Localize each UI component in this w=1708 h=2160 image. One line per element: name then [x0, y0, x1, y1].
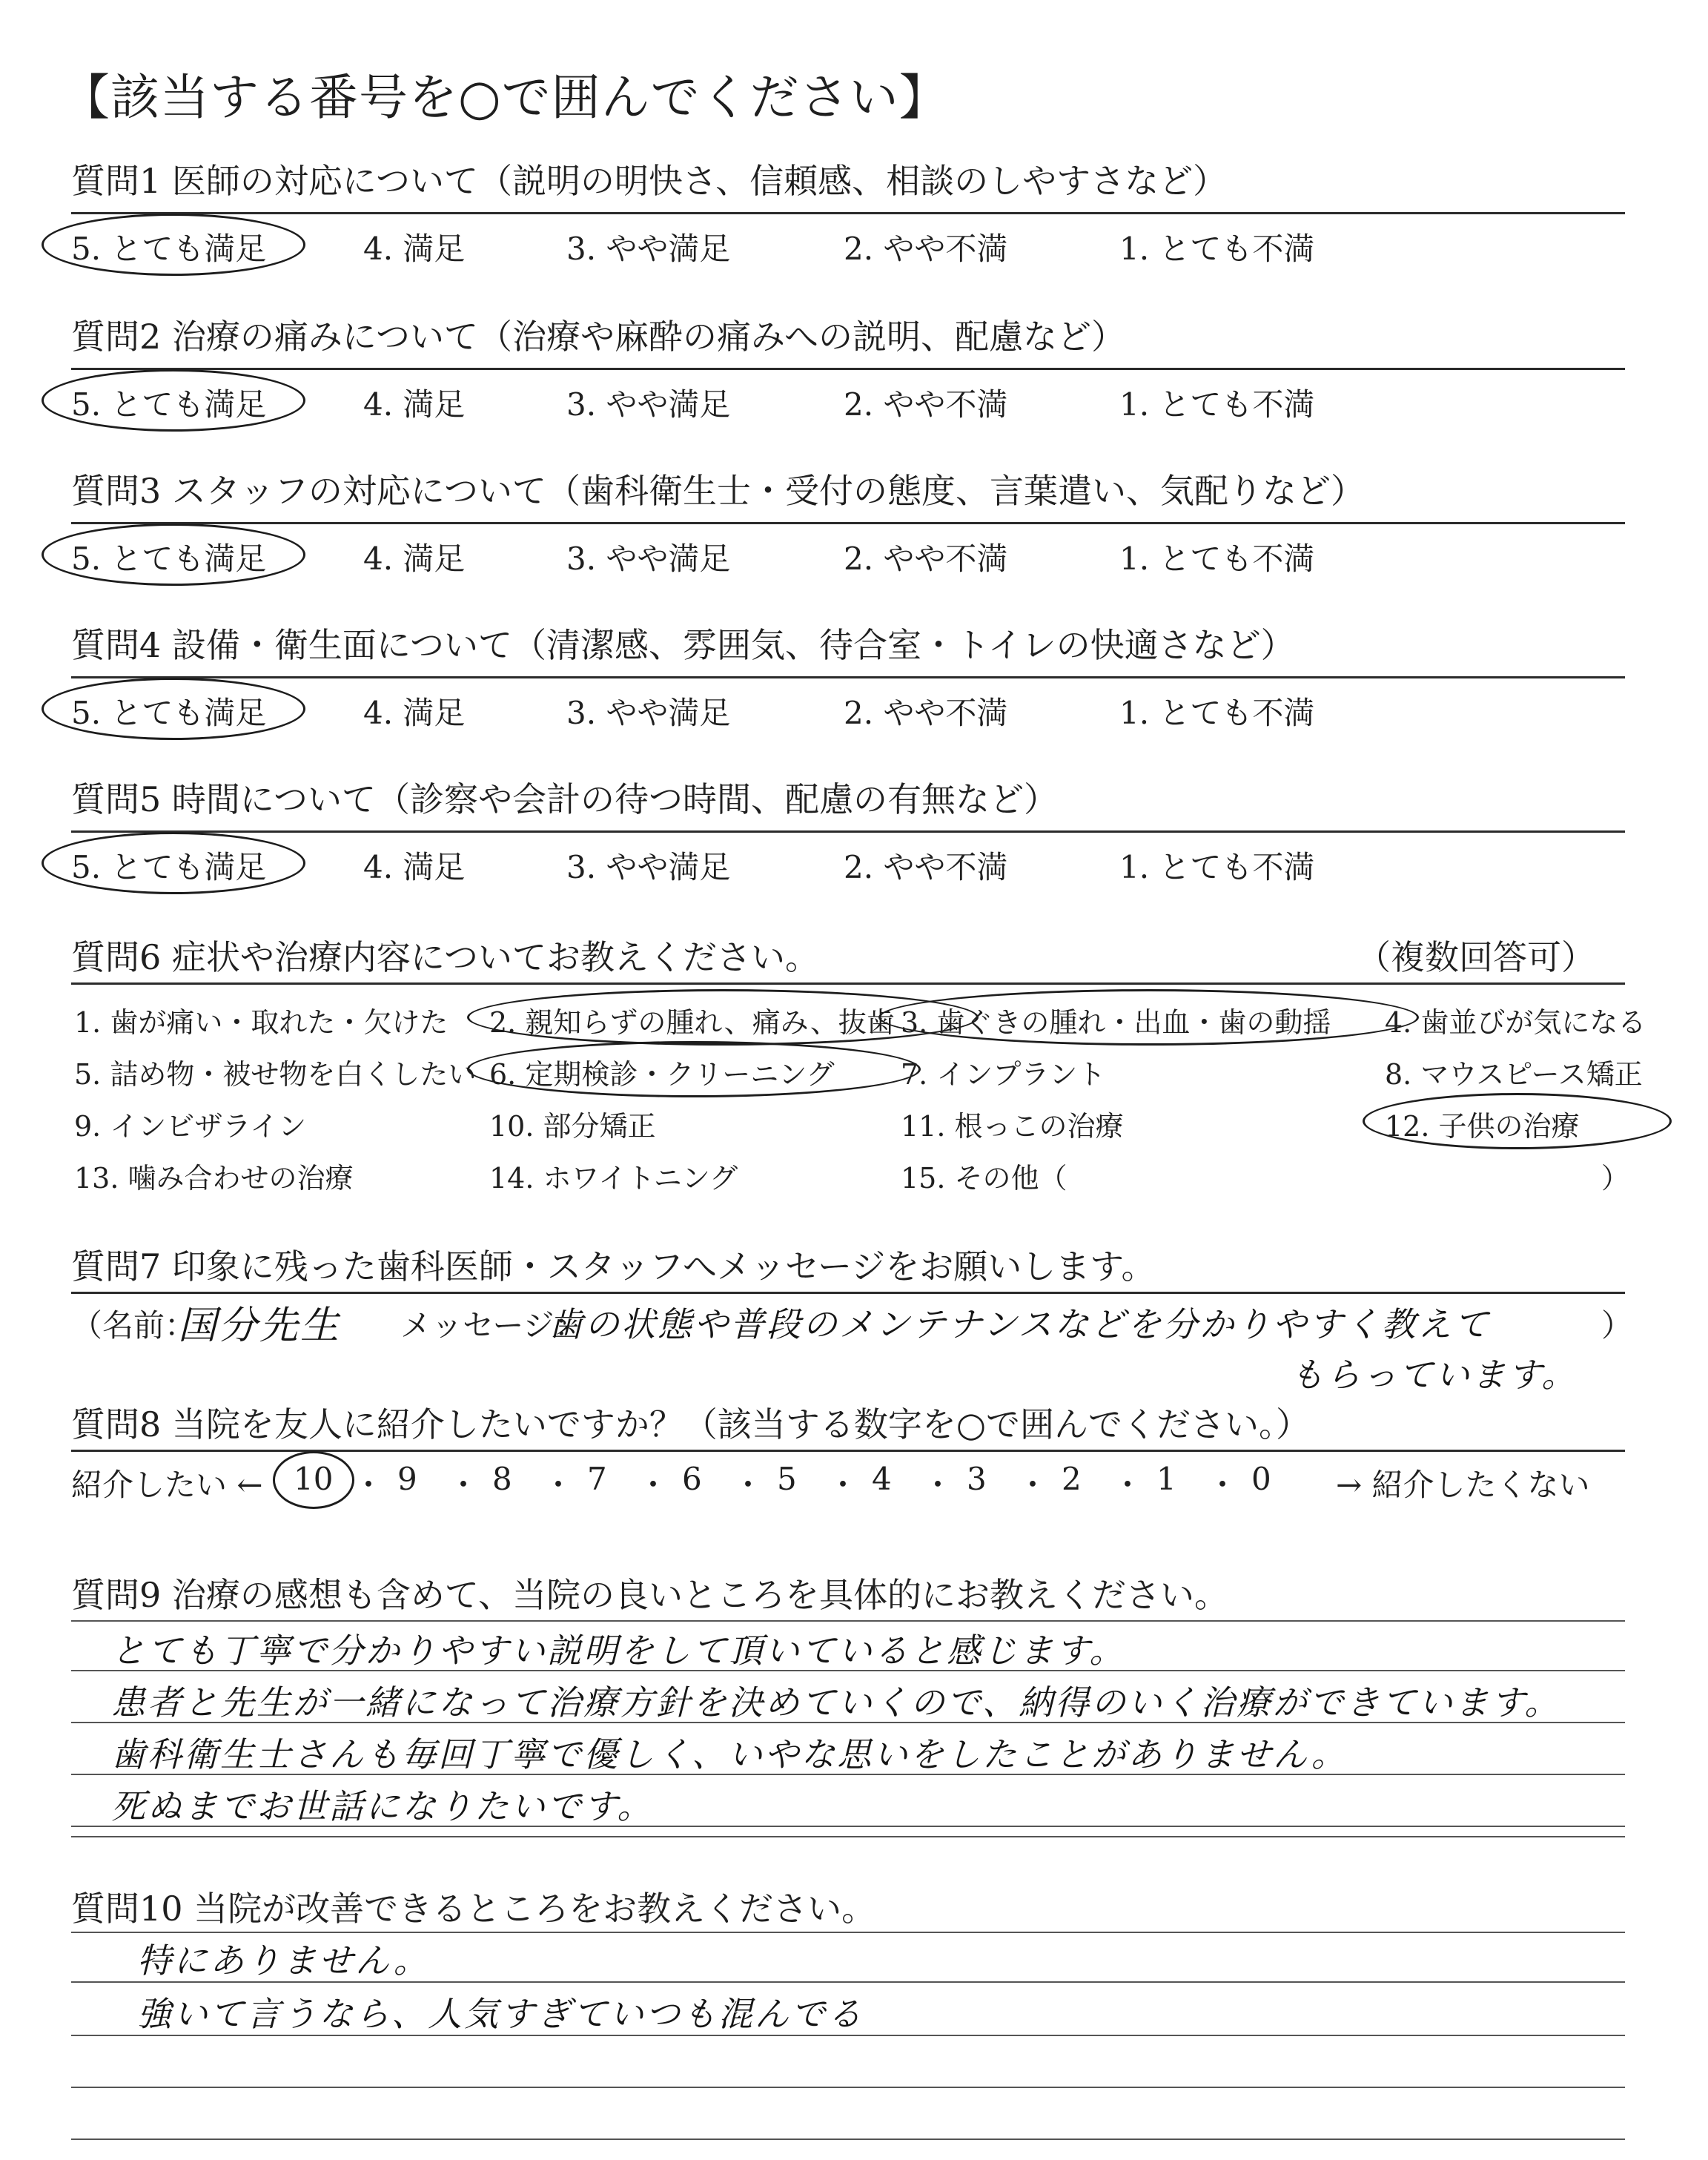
q8-scale-5[interactable]: 5 [777, 1461, 797, 1497]
q3-option-1[interactable]: 1. とても不満 [1119, 541, 1315, 577]
q7-close-paren: ） [1601, 1307, 1633, 1344]
q6-option-2[interactable]: 2. 親知らずの腫れ、痛み、抜歯 [489, 1006, 895, 1039]
q8-separator-dot: ・ [638, 1467, 669, 1503]
q10-line-rule [71, 2087, 1625, 2088]
q3-label: 質問3 スタッフの対応について（歯科衛生士・受付の態度、言葉遣い、気配りなど） [71, 471, 1365, 511]
q8-scale-7[interactable]: 7 [587, 1461, 607, 1497]
q4-option-1[interactable]: 1. とても不満 [1119, 695, 1315, 731]
q8-separator-dot: ・ [827, 1467, 859, 1503]
q8-left-label: 紹介したい ← [71, 1467, 263, 1503]
q8-right-label: → 紹介したくない [1336, 1467, 1590, 1503]
q3-option-2[interactable]: 2. やや不満 [844, 541, 1008, 577]
q5-option-3[interactable]: 3. やや満足 [566, 849, 731, 885]
q9-answer-line[interactable]: 患者と先生が一緒になって治療方針を決めていくので、納得のいく治療ができています。 [111, 1682, 1561, 1723]
q1-rule [71, 212, 1625, 214]
q2-option-2[interactable]: 2. やや不満 [844, 386, 1008, 423]
q6-option-3[interactable]: 3. 歯ぐきの腫れ・出血・歯の動揺 [901, 1006, 1331, 1039]
q2-option-4[interactable]: 4. 満足 [363, 386, 466, 423]
q3-selected-circle [42, 524, 305, 586]
q6-label: 質問6 症状や治療内容についてお教えください。 [71, 937, 819, 977]
q6-option-5[interactable]: 5. 詰め物・被せ物を白くしたい [74, 1058, 477, 1091]
q10-answer-line[interactable]: 強いて言うなら、人気すぎていつも混んでる [137, 1994, 864, 2034]
q8-scale-4[interactable]: 4 [872, 1461, 892, 1497]
q8-scale-10[interactable]: 10 [294, 1461, 334, 1497]
q8-separator-dot: ・ [543, 1467, 575, 1503]
q10-line-rule [71, 1932, 1625, 1933]
q5-selected-circle [42, 832, 305, 894]
q8-scale-1[interactable]: 1 [1156, 1461, 1176, 1497]
q2-rule [71, 368, 1625, 370]
page-title: 【該当する番号を○で囲んでください】 [61, 69, 949, 126]
q1-option-3[interactable]: 3. やや満足 [566, 231, 731, 267]
q4-option-3[interactable]: 3. やや満足 [566, 695, 731, 731]
q6-option-10[interactable]: 10. 部分矯正 [489, 1110, 656, 1143]
q5-rule [71, 830, 1625, 833]
q6-option-14[interactable]: 14. ホワイトニング [489, 1162, 738, 1195]
q8-separator-dot: ・ [1207, 1467, 1239, 1503]
q2-option-1[interactable]: 1. とても不満 [1119, 386, 1315, 423]
q8-scale-6[interactable]: 6 [682, 1461, 702, 1497]
q8-separator-dot: ・ [1017, 1467, 1049, 1503]
q8-scale-3[interactable]: 3 [967, 1461, 987, 1497]
q1-option-1[interactable]: 1. とても不満 [1119, 231, 1315, 267]
q10-answer-line[interactable]: 特にありません。 [137, 1941, 430, 1981]
q5-option-2[interactable]: 2. やや不満 [844, 849, 1008, 885]
q6-option-12[interactable]: 12. 子供の治療 [1385, 1110, 1580, 1143]
q8-separator-dot: ・ [922, 1467, 954, 1503]
q5-option-1[interactable]: 1. とても不満 [1119, 849, 1315, 885]
q6-selected-circle [467, 1041, 921, 1097]
q6-option-8[interactable]: 8. マウスピース矯正 [1385, 1058, 1643, 1091]
q5-option-4[interactable]: 4. 満足 [363, 849, 466, 885]
q4-option-2[interactable]: 2. やや不満 [844, 695, 1008, 731]
q4-selected-circle [42, 678, 305, 740]
q9-line-rule [71, 1836, 1625, 1837]
q6-option-13[interactable]: 13. 噛み合わせの治療 [74, 1162, 354, 1195]
q4-option-4[interactable]: 4. 満足 [363, 695, 466, 731]
q2-option-5[interactable]: 5. とても満足 [71, 386, 267, 423]
q4-rule [71, 676, 1625, 678]
q7-name-label: （名前： [71, 1307, 196, 1344]
q8-scale-9[interactable]: 9 [397, 1461, 417, 1497]
q8-separator-dot: ・ [1112, 1467, 1144, 1503]
q3-option-4[interactable]: 4. 満足 [363, 541, 466, 577]
q1-option-5[interactable]: 5. とても満足 [71, 231, 267, 267]
q1-option-4[interactable]: 4. 満足 [363, 231, 466, 267]
q6-selected-circle [878, 989, 1419, 1046]
q6-option-15[interactable]: 15. その他（ [901, 1162, 1068, 1195]
q9-answer-line[interactable]: とても丁寧で分かりやすい説明をして頂いていると感じます。 [111, 1631, 1126, 1671]
q9-line-rule [71, 1620, 1625, 1622]
q9-answer-line[interactable]: 死ぬまでお世話になりたいです。 [111, 1786, 654, 1826]
q7-message-line1[interactable]: 歯の状態や普段のメンテナンスなどを分かりやすく教えて [549, 1304, 1491, 1344]
q3-option-5[interactable]: 5. とても満足 [71, 541, 267, 577]
q6-selected-circle [1363, 1093, 1672, 1149]
q5-label: 質問5 時間について（診察や会計の待つ時間、配慮の有無など） [71, 779, 1058, 819]
q7-name-value[interactable]: 国分先生 [178, 1304, 342, 1348]
q1-label: 質問1 医師の対応について（説明の明快さ、信頼感、相談のしやすさなど） [71, 161, 1228, 201]
q9-answer-line[interactable]: 歯科衛生士さんも毎回丁寧で優しく、いやな思いをしたことがありません。 [111, 1734, 1348, 1774]
q8-label: 質問8 当院を友人に紹介したいですか？（該当する数字を○で囲んでください。） [71, 1404, 1311, 1444]
q2-selected-circle [42, 369, 305, 432]
q8-scale-0[interactable]: 0 [1251, 1461, 1271, 1497]
q3-rule [71, 522, 1625, 524]
q1-option-2[interactable]: 2. やや不満 [844, 231, 1008, 267]
q7-message-line2[interactable]: もらっています。 [1290, 1355, 1578, 1395]
q2-label: 質問2 治療の痛みについて（治療や麻酔の痛みへの説明、配慮など） [71, 317, 1126, 357]
q8-separator-dot: ・ [448, 1467, 480, 1503]
q1-selected-circle [42, 214, 305, 276]
q8-separator-dot: ・ [353, 1467, 385, 1503]
q6-note: （複数回答可） [1357, 937, 1595, 977]
q4-label: 質問4 設備・衛生面について（清潔感、雰囲気、待合室・トイレの快適さなど） [71, 625, 1295, 665]
q8-selected-circle [273, 1451, 354, 1509]
q7-message-label: メッセージ： [400, 1307, 586, 1344]
q6-option-4[interactable]: 4. 歯並びが気になる [1385, 1006, 1646, 1039]
q8-separator-dot: ・ [732, 1467, 764, 1503]
q6-option-1[interactable]: 1. 歯が痛い・取れた・欠けた [74, 1006, 448, 1039]
q5-option-5[interactable]: 5. とても満足 [71, 849, 267, 885]
q8-scale-2[interactable]: 2 [1062, 1461, 1082, 1497]
q6-option-7[interactable]: 7. インプラント [901, 1058, 1106, 1091]
q6-option-6[interactable]: 6. 定期検診・クリーニング [489, 1058, 835, 1091]
q6-option-11[interactable]: 11. 根っこの治療 [901, 1110, 1124, 1143]
q10-line-rule [71, 2138, 1625, 2140]
q3-option-3[interactable]: 3. やや満足 [566, 541, 731, 577]
q10-label: 質問10 当院が改善できるところをお教えください。 [71, 1889, 876, 1929]
q7-label: 質問7 印象に残った歯科医師・スタッフへメッセージをお願いします。 [71, 1246, 1156, 1287]
q6-option-9[interactable]: 9. インビザライン [74, 1110, 307, 1143]
q6-option-16: ） [1601, 1162, 1630, 1195]
q8-scale-8[interactable]: 8 [492, 1461, 512, 1497]
q2-option-3[interactable]: 3. やや満足 [566, 386, 731, 423]
q4-option-5[interactable]: 5. とても満足 [71, 695, 267, 731]
q9-label: 質問9 治療の感想も含めて、当院の良いところを具体的にお教えください。 [71, 1575, 1228, 1615]
